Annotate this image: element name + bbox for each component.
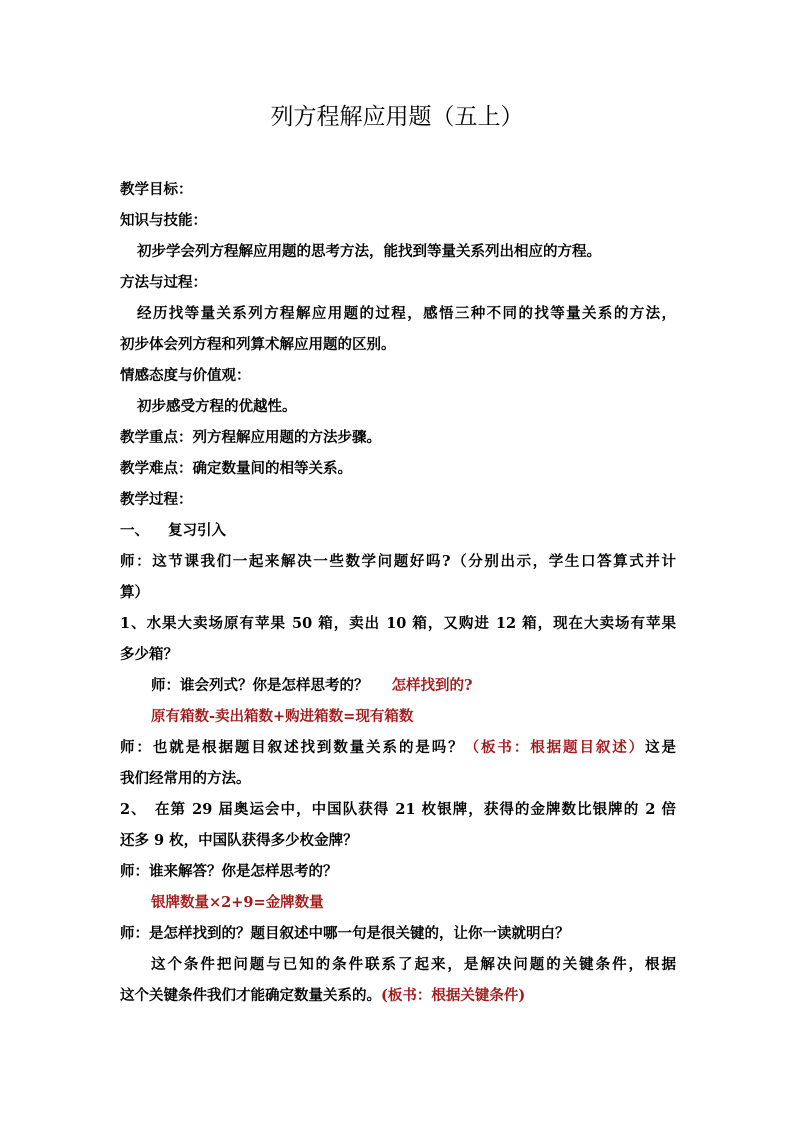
section1-number: 一、 xyxy=(120,522,149,539)
difficulty: 教学难点：确定数量间的相等关系。 xyxy=(120,460,352,477)
method-text-line-1: 经历找等量关系列方程解应用题的过程，感悟三种不同的找等量关系的方法， xyxy=(137,305,676,322)
problem1-line-2: 多少箱？ xyxy=(120,646,178,663)
problem2-line-1: 2、 在第 29 届奥运会中，中国队获得 21 枚银牌，获得的金牌数比银牌的 2 倍 xyxy=(120,801,676,818)
question1-red-note: 怎样找到的? xyxy=(391,677,473,694)
relation1: 原有箱数-卖出箱数+购进箱数=现有箱数 xyxy=(151,708,414,725)
question3-teacher: 师：是怎样找到的？题目叙述中哪一句是很关键的，让你一读就明白？ xyxy=(120,925,570,942)
question1-line xyxy=(151,676,473,696)
process-heading: 教学过程： xyxy=(120,491,193,508)
problem2-line-2: 还多 9 枚，中国队获得多少枚金牌？ xyxy=(120,832,358,849)
explain-text: 这个关键条件我们才能确定数量关系的。 xyxy=(120,987,381,1004)
emotion-heading: 情感态度与价值观： xyxy=(120,367,251,384)
explain-line-1: 这个条件把问题与已知的条件联系了起来，是解决问题的关键条件，根据 xyxy=(151,956,676,973)
summary1-line-2: 我们经常用的方法。 xyxy=(120,770,251,787)
relation2: 银牌数量×2+9=金牌数量 xyxy=(151,894,324,911)
problem1-line-1: 1、水果大卖场原有苹果 50 箱，卖出 10 箱，又购进 12 箱，现在大卖场有苹果 xyxy=(120,615,676,632)
question2-teacher: 师：谁来解答？你是怎样思考的？ xyxy=(120,863,338,880)
document-title: 列方程解应用题（五上） xyxy=(270,104,524,130)
summary1-text-a: 师：也就是根据题目叙述找到数量关系的是吗？ xyxy=(120,739,465,756)
method-text-line-2: 初步体会列方程和列算术解应用题的区别。 xyxy=(120,336,396,353)
explain-board-note: (板书：根据关键条件) xyxy=(381,987,526,1004)
summary1-text-b: 这是 xyxy=(645,739,677,756)
method-heading: 方法与过程： xyxy=(120,274,207,291)
question1-teacher: 师：谁会列式？你是怎样思考的？ xyxy=(151,677,369,694)
teacher-intro-line-2: 算） xyxy=(120,584,149,601)
explain-line-2 xyxy=(120,986,525,1006)
emotion-text: 初步感受方程的优越性。 xyxy=(137,398,297,415)
summary1-board-note: （板书：根据题目叙述） xyxy=(464,739,646,756)
key-point: 教学重点：列方程解应用题的方法步骤。 xyxy=(120,429,381,446)
summary1-line-1 xyxy=(120,738,676,758)
knowledge-text: 初步学会列方程解应用题的思考方法，能找到等量关系列出相应的方程。 xyxy=(137,243,601,260)
section1-title: 复习引入 xyxy=(168,522,226,539)
knowledge-heading: 知识与技能： xyxy=(120,212,207,229)
teacher-intro-line-1: 师：这节课我们一起来解决一些数学问题好吗?（分别出示，学生口答算式并计 xyxy=(120,553,676,570)
objectives-heading: 教学目标： xyxy=(120,181,193,198)
